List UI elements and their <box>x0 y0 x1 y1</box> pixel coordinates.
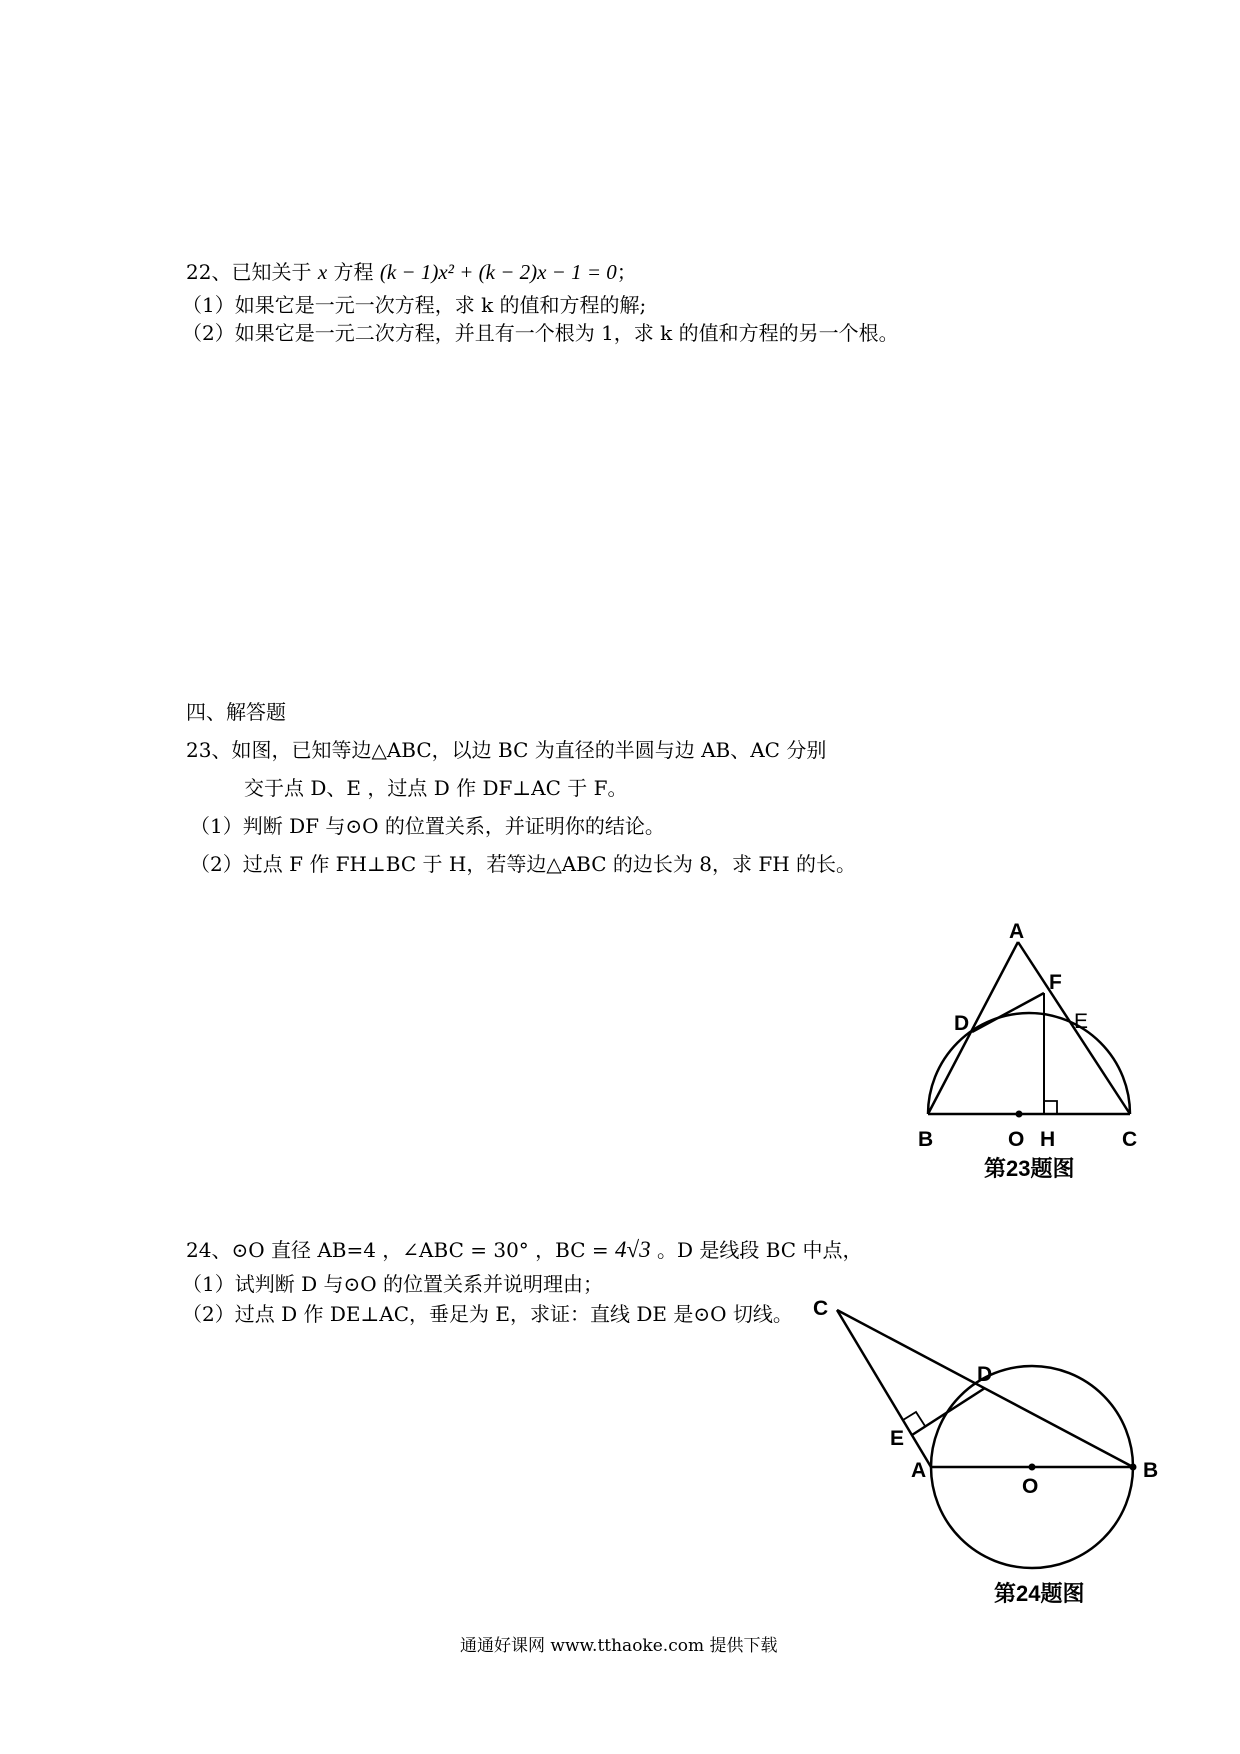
q24-label-c: C <box>813 1297 829 1320</box>
q24-label-e: E <box>890 1427 905 1450</box>
q23-part1: （1）判断 DF 与⊙O 的位置关系，并证明你的结论。 <box>190 814 665 838</box>
q23-point-o <box>1016 1111 1023 1118</box>
q23-label-o: O <box>1008 1128 1025 1151</box>
q23-label-e: E <box>1074 1010 1089 1033</box>
q23-stem-line1: 23、如图，已知等边△ABC，以边 BC 为直径的半圆与边 AB、AC 分别 <box>186 738 827 762</box>
q24-stem <box>186 1236 862 1264</box>
q22-stem <box>186 258 637 286</box>
q22-part2: （2）如果它是一元二次方程，并且有一个根为 1，求 k 的值和方程的另一个根。 <box>182 321 899 345</box>
q23-label-d: D <box>954 1012 970 1035</box>
q24-segment-de <box>912 1388 985 1435</box>
q24-label-b: B <box>1143 1459 1159 1482</box>
q24-figure <box>805 1285 1180 1615</box>
q24-bc-value: 4√3 <box>615 1237 651 1262</box>
q24-part1: （1）试判断 D 与⊙O 的位置关系并说明理由； <box>182 1272 603 1296</box>
q23-label-a: A <box>1009 920 1025 943</box>
section-title: 四、解答题 <box>186 700 286 724</box>
q24-part2: （2）过点 D 作 DE⊥AC，垂足为 E，求证：直线 DE 是⊙O 切线。 <box>182 1302 793 1326</box>
q22-stem-prefix: 22、已知关于 <box>186 260 318 284</box>
q24-label-d: D <box>977 1363 993 1386</box>
q22-equation: (k − 1)x² + (k − 2)x − 1 = 0 <box>379 260 617 284</box>
q23-label-f: F <box>1049 971 1062 994</box>
q24-figure-caption: 第24题图 <box>994 1581 1085 1606</box>
q23-label-h: H <box>1040 1128 1056 1151</box>
q24-label-o: O <box>1022 1475 1039 1498</box>
q23-side-ab <box>928 942 1018 1114</box>
q24-point-o <box>1029 1464 1036 1471</box>
q23-label-c: C <box>1122 1128 1138 1151</box>
q24-stem-c: 。D 是线段 BC 中点， <box>650 1238 863 1262</box>
q22-stem-suffix: ； <box>616 260 637 284</box>
q23-figure-caption: 第23题图 <box>984 1156 1075 1181</box>
q22-variable: x <box>317 260 328 284</box>
q24-stem-a: 24、⊙O 直径 AB=4 ，∠ABC = 30° ，BC = <box>186 1238 615 1262</box>
q23-stem-line2: 交于点 D、E ，过点 D 作 DF⊥AC 于 F。 <box>244 776 628 800</box>
q23-right-angle-mark <box>1044 1101 1057 1114</box>
q23-label-b: B <box>918 1128 934 1151</box>
q22-stem-mid: 方程 <box>327 260 380 284</box>
q22-part1: （1）如果它是一元一次方程，求 k 的值和方程的解; <box>182 293 647 317</box>
page-footer: 通通好课网 www.tthaoke.com 提供下载 <box>460 1636 778 1656</box>
q24-point-b <box>1130 1464 1137 1471</box>
q23-figure <box>900 920 1160 1190</box>
q24-label-a: A <box>911 1459 927 1482</box>
q23-part2: （2）过点 F 作 FH⊥BC 于 H，若等边△ABC 的边长为 8，求 FH 的长。 <box>190 852 856 876</box>
